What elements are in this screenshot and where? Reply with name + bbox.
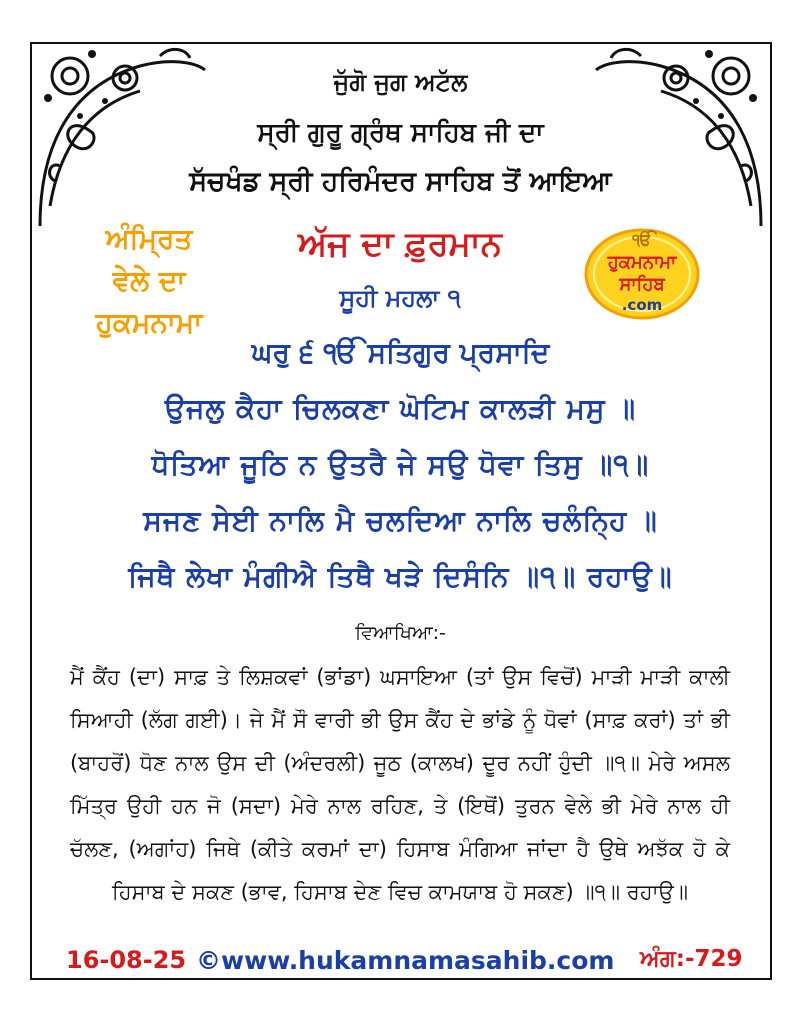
header-line-2: ਸ੍ਰੀ ਗੁਰੂ ਗ੍ਰੰਥ ਸਾਹਿਬ ਜੀ ਦਾ (257, 118, 544, 148)
gurbani-line-4: ਜਿਥੈ ਲੇਖਾ ਮੰਗੀਐ ਤਿਥੈ ਖੜੇ ਦਿਸੰਨਿ ॥੧॥ ਰਹਾਉ॥ (128, 560, 673, 593)
amrit-line-1: ਅੰਮ੍ਰਿਤ (105, 222, 193, 255)
logo-line-3: .com (621, 296, 663, 314)
amrit-vele-label (64, 218, 234, 344)
shabad-raag: ਸੂਹੀ ਮਹਲਾ ੧ (339, 284, 461, 312)
page-title: ਅੱਜ ਦਾ ਫ਼ੁਰਮਾਨ (297, 224, 503, 264)
ang-label: ਅੰਗ:-729 (640, 946, 743, 972)
logo-line-1: ਹੁਕਮਨਾਮਾ (607, 252, 677, 273)
gurbani-line-2: ਧੋਤਿਆ ਜੂਠਿ ਨ ਉਤਰੈ ਜੇ ਸਉ ਧੋਵਾ ਤਿਸੁ ॥੧॥ (151, 448, 650, 481)
vyakhya-heading: ਵਿਆਖਿਆ:- (355, 622, 446, 644)
gurbani-line-1: ਉਜਲੁ ਕੈਹਾ ਚਿਲਕਣਾ ਘੋਟਿਮ ਕਾਲੜੀ ਮਸੁ ॥ (164, 392, 637, 425)
logo-line-2: ਸਾਹਿਬ (619, 274, 665, 295)
website-link[interactable]: ©www.hukamnamasahib.com (196, 946, 615, 975)
amrit-line-3: ਹੁਕਮਨਾਮਾ (95, 306, 203, 339)
ek-onkar-icon: ੴ (632, 230, 652, 249)
header-line-3: ਸੱਚਖੰਡ ਸ੍ਰੀ ਹਰਿਮੰਦਰ ਸਾਹਿਬ ਤੋਂ ਆਇਆ (189, 166, 612, 197)
date-label: 16-08-25 (66, 946, 187, 974)
gurbani-line-3: ਸਜਣ ਸੇਈ ਨਾਲਿ ਮੈ ਚਲਦਿਆ ਨਾਲਿ ਚਲੰਨ੍ਹਿ ॥ (143, 504, 658, 537)
hukamnama-sahib-logo (580, 222, 704, 322)
mool-mantar-line: ਘਰੁ ੬ ੴ ਸਤਿਗੁਰ ਪ੍ਰਸਾਦਿ (251, 336, 550, 369)
vyakhya-text: ਮੈਂ ਕੈਂਹ (ਦਾ) ਸਾਫ਼ ਤੇ ਲਿਸ਼ਕਵਾਂ (ਭਾਂਡਾ) ਘਸਾਇਆ (ਤਾਂ ਉਸ ਵਿਚੋਂ) ਮਾੜੀ ਮਾੜੀ ਕਾਲੀ ਸਿਆਹੀ (ਲੱਗ ਗਈ)। ਜੇ ਮੈਂ ਸੌ ਵਾਰੀ ਭੀ ਉਸ ਕੈਂਹ ਦੇ ਭਾਂਡੇ ਨੂੰ ਧੋਵਾਂ (ਸਾਫ਼ ਕਰਾਂ) ਤਾਂ ਭੀ (ਬਾਹਰੋਂ) ਧੋਣ ਨਾਲ ਉਸ ਦੀ (ਅੰਦਰਲੀ) ਜੂਠ (ਕਾਲਖ) ਦੂਰ ਨਹੀਂ ਹੁੰਦੀ ॥੧॥ ਮੇਰੇ ਅਸਲ ਮਿੱਤ੍ਰ ਉਹੀ ਹਨ ਜੋ (ਸਦਾ) ਮੇਰੇ ਨਾਲ ਰਹਿਣ, ਤੇ (ਇਥੋਂ) ਤੁਰਨ ਵੇਲੇ ਭੀ ਮੇਰੇ ਨਾਲ ਹੀ ਚੱਲਣ, (ਅਗਾਂਹ) ਜਿਥੇ (ਕੀਤੇ ਕਰਮਾਂ ਦਾ) ਹਿਸਾਬ ਮੰਗਿਆ ਜਾਂਦਾ ਹੈ ਉਥੇ ਅਝੱਕ ਹੋ ਕੇ ਹਿਸਾਬ ਦੇ ਸਕਣ (ਭਾਵ, ਹਿਸਾਬ ਦੇਣ ਵਿਚ ਕਾਮਯਾਬ ਹੋ ਸਕਣ) ॥੧॥ ਰਹਾਉ॥ (70, 665, 730, 904)
amrit-line-2: ਵੇਲੇ ਦਾ (112, 264, 186, 297)
header-line-1: ਜੁੱਗੋ ਜੁਗ ਅਟੱਲ (333, 68, 468, 96)
